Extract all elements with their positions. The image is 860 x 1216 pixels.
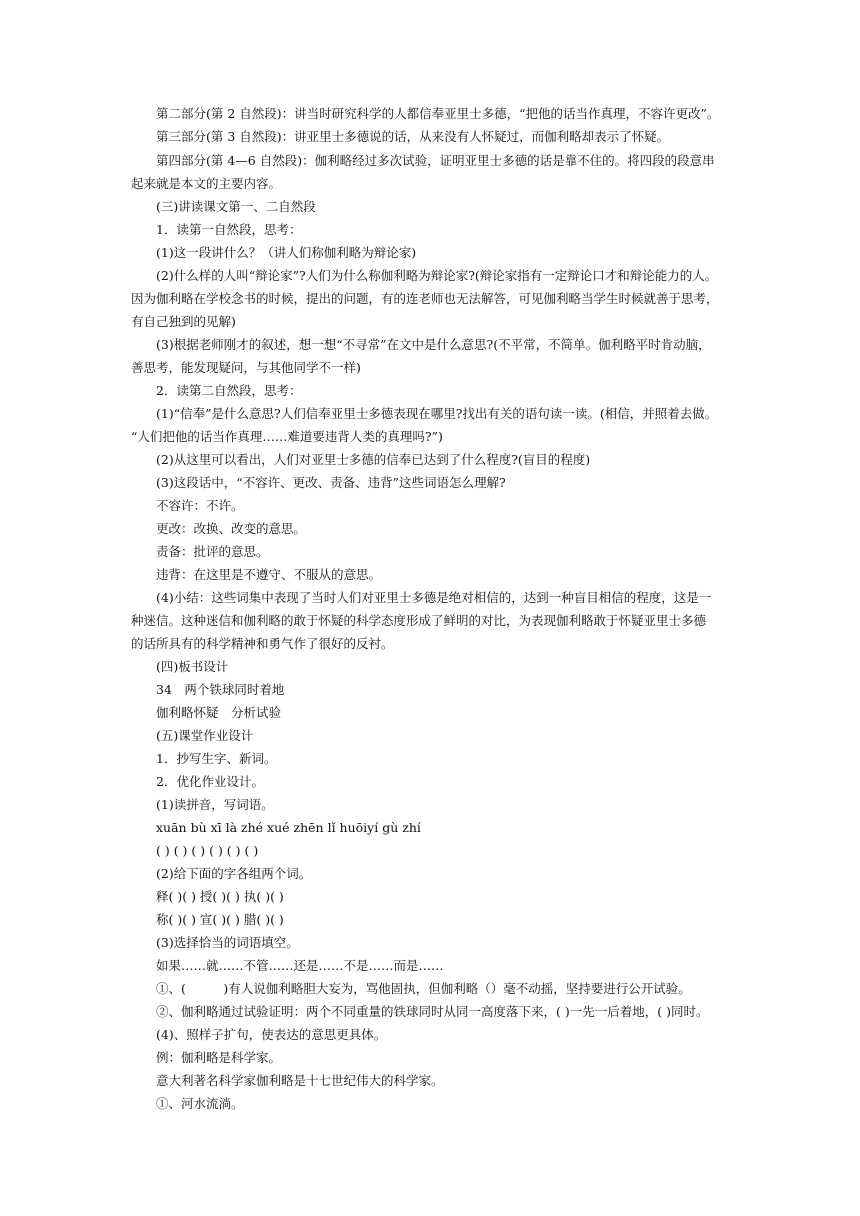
blank-line: ( ) ( ) ( ) ( ) ( ) ( ) bbox=[156, 843, 259, 858]
text-line: (1)这一段讲什么？（讲人们称伽利略为辩论家) bbox=[156, 245, 417, 260]
text-line: (3)选择恰当的词语填空。 bbox=[156, 935, 299, 950]
text-line: (4)小结：这些词集中表现了当时人们对亚里士多德是绝对相信的，达到一种盲目相信的程度，这是一 bbox=[156, 590, 712, 605]
text-line: 违背：在这里是不遵守、不服从的意思。 bbox=[156, 567, 382, 582]
pinyin-line: xuān bù xī là zhé xué zhēn lǐ huōiyí gù zhí bbox=[156, 820, 421, 835]
text-line: 起来就是本文的主要内容。 bbox=[131, 176, 282, 191]
text-line: 种迷信。这种迷信和伽利略的敢于怀疑的科学态度形成了鲜明的对比，为表现伽利略敢于怀疑亚里士多德 bbox=[131, 613, 707, 628]
exercise-line: 称( )( ) 宣( )( ) 腊( )( ) bbox=[156, 912, 284, 927]
text-line: (1)读拼音，写词语。 bbox=[156, 797, 274, 812]
text-line: 1．抄写生字、新词。 bbox=[156, 751, 277, 766]
text-line: (4)、照样子扩句，使表达的意思更具体。 bbox=[156, 1027, 387, 1042]
text-line: 例：伽利略是科学家。 bbox=[156, 1050, 282, 1065]
text-line: (1)“信奉”是什么意思?人们信奉亚里士多德表现在哪里?找出有关的语句读一读。(相信，并照着去做。 bbox=[156, 406, 718, 421]
text-line: 第四部分(第 4—6 自然段)：伽利略经过多次试验，证明亚里士多德的话是靠不住的。将四段的段意串 bbox=[156, 153, 715, 168]
text-line: 因为伽利略在学校念书的时候，提出的问题，有的连老师也无法解答，可见伽利略当学生时候就善于思考， bbox=[131, 291, 719, 306]
text-line: 有自己独到的见解) bbox=[131, 314, 236, 329]
section-heading: (四)板书设计 bbox=[156, 659, 229, 674]
text-line: 责备：批评的意思。 bbox=[156, 544, 269, 559]
text-line: (3)根据老师刚才的叙述，想一想“不寻常”在文中是什么意思?(不平常，不简单。伽利略平时肯动脑， bbox=[156, 337, 711, 352]
text-line: (3)这段话中，“不容许、更改、责备、违背”这些词语怎么理解? bbox=[156, 475, 506, 490]
section-heading: (五)课堂作业设计 bbox=[156, 728, 254, 743]
board-line: 伽利略怀疑 分析试验 bbox=[156, 705, 282, 720]
text-line: 善思考，能发现疑问，与其他同学不一样) bbox=[131, 360, 361, 375]
text-line: 2．优化作业设计。 bbox=[156, 774, 264, 789]
text-line: 2．读第二自然段，思考： bbox=[156, 383, 302, 398]
text-line: “人们把他的话当作真理……难道要违背人类的真理吗?”) bbox=[131, 429, 443, 444]
exercise-line: ①、( )有人说伽利略胆大妄为，骂他固执，但伽利略（）毫不动摇，坚持要进行公开试验。 bbox=[156, 981, 691, 996]
text-line: (2)给下面的字各组两个词。 bbox=[156, 866, 312, 881]
text-line: 的话所具有的科学精神和勇气作了很好的反衬。 bbox=[131, 636, 394, 651]
text-line: 第三部分(第 3 自然段)：讲亚里士多德说的话，从来没有人怀疑过，而伽利略却表示了怀疑。 bbox=[156, 129, 670, 144]
text-line: 如果……就……不管……还是……不是……而是…… bbox=[156, 958, 444, 973]
exercise-line: 释( )( ) 授( )( ) 执( )( ) bbox=[156, 889, 284, 904]
text-line: 1．读第一自然段，思考： bbox=[156, 222, 302, 237]
text-line: 第二部分(第 2 自然段)：讲当时研究科学的人都信奉亚里士多德，“把他的话当作真理，不容许更改”。 bbox=[156, 106, 720, 121]
text-line: (2)什么样的人叫“辩论家”?人们为什么称伽利略为辩论家?(辩论家指有一定辩论口才和辩论能力的人。 bbox=[156, 268, 718, 283]
text-line: (2)从这里可以看出，人们对亚里士多德的信奉已达到了什么程度?(盲目的程度) bbox=[156, 452, 591, 467]
section-heading: (三)讲读课文第一、二自然段 bbox=[156, 199, 316, 214]
text-line: ①、河水流淌。 bbox=[156, 1096, 244, 1111]
text-line: 意大利著名科学家伽利略是十七世纪伟大的科学家。 bbox=[156, 1073, 444, 1088]
board-title: 34 两个铁球同时着地 bbox=[156, 682, 285, 697]
text-line: 不容许：不许。 bbox=[156, 498, 244, 513]
text-line: 更改：改换、改变的意思。 bbox=[156, 521, 307, 536]
exercise-line: ②、伽利略通过试验证明：两个不同重量的铁球同时从同一高度落下来，( )一先一后着地，( )同时。 bbox=[156, 1004, 709, 1019]
